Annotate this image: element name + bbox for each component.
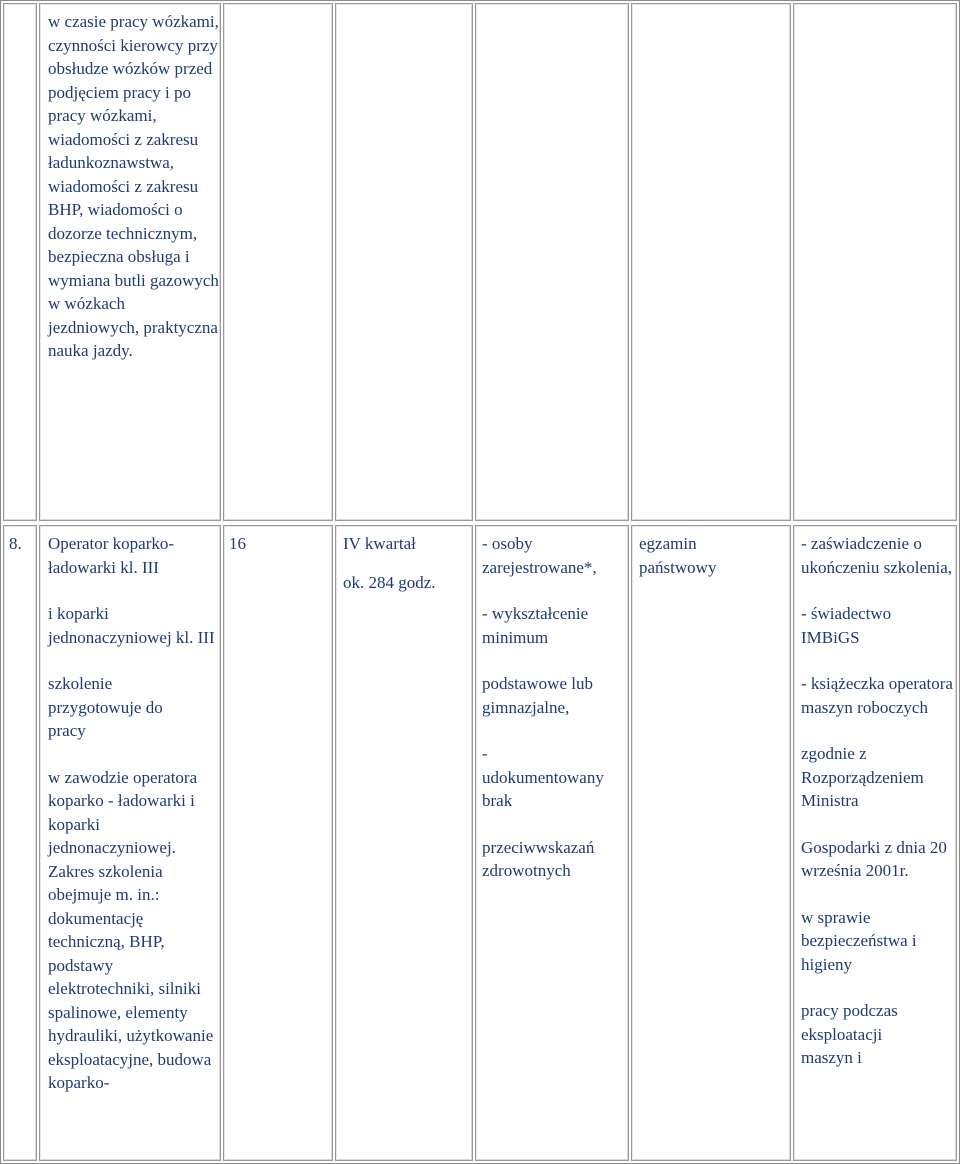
row-prev-cert-cell xyxy=(793,3,957,521)
row-8-requirements-cell xyxy=(475,525,629,1161)
row-8-cert-3: - książeczka operatora maszyn roboczych xyxy=(801,674,953,717)
row-8-req-3: podstawowe lub gimnazjalne, xyxy=(482,674,593,717)
row-8-count-cell xyxy=(223,525,333,1161)
row-8-requirements-block xyxy=(482,532,628,883)
row-8-name-cell xyxy=(39,525,221,1161)
row-8-number-cell xyxy=(3,525,37,1161)
row-8-cert-cell xyxy=(793,525,957,1161)
row-8-cert-6: w sprawie bezpieczeństwa i higieny xyxy=(801,907,917,974)
row-8-cert-4: zgodnie z Rozporządzeniem Ministra xyxy=(801,744,924,810)
row-prev-term-cell xyxy=(335,3,473,521)
row-8-name-block xyxy=(48,532,220,1095)
row-8-cert-1: - zaświadczenie o ukończeniu szkolenia, xyxy=(801,534,953,577)
row-8-name-title: Operator koparko-ładowarki kl. III xyxy=(48,534,175,577)
row-8-term: IV kwartał xyxy=(343,534,416,553)
row-8-name-intro: szkolenie przygotowuje do pracy xyxy=(48,674,163,740)
row-prev-description-cell xyxy=(39,3,221,521)
row-prev-exam-cell xyxy=(631,3,791,521)
row-8-hours: ok. 284 godz. xyxy=(343,572,436,592)
row-prev-number-cell xyxy=(3,3,37,521)
row-8-exam: egzamin państwowy xyxy=(639,534,717,577)
row-8-req-1: - osoby zarejestrowane*, xyxy=(482,534,597,577)
row-8-req-2: - wykształcenie minimum xyxy=(482,604,589,647)
row-8-exam-cell xyxy=(631,525,791,1161)
row-8-cert-5: Gospodarki z dnia 20 września 2001r. xyxy=(801,837,947,880)
row-prev-description: w czasie pracy wózkami, czynności kierowcy przy obsłudze wózków przed podjęciem pracy i po pracy wózkami, wiadomości z zakresu ładunkoznawstwa, wiadomości z zakresu BHP, wiadomości o dozorze technicznym, bezpieczna obsługa i wymiana butli gazowych w wózkach jezdniowych, praktyczna nauka jazdy. xyxy=(48,12,219,360)
row-8-cert-7: pracy podczas eksploatacji maszyn i xyxy=(801,1001,898,1067)
row-8-req-5: przeciwwskazań zdrowotnych xyxy=(482,837,595,880)
row-8-term-cell xyxy=(335,525,473,1161)
row-8-name-body: w zawodzie operatora koparko - ładowarki i koparki jednonaczyniowej. Zakres szkolenia obejmuje m. in.: dokumentację techniczną, BHP, podstawy elektrotechniki, silniki spalinowe, elementy hydrauliki, użytkowanie eksploatacyjne, budowa koparko- xyxy=(48,767,214,1092)
row-8-req-4: - udokumentowany brak xyxy=(482,744,604,810)
row-8-cert-2: - świadectwo IMBiGS xyxy=(801,604,892,647)
row-8-name-sub: i koparki jednonaczyniowej kl. III xyxy=(48,604,215,647)
row-prev-requirements-cell xyxy=(475,3,629,521)
row-prev-count-cell xyxy=(223,3,333,521)
row-8-count: 16 xyxy=(229,534,246,553)
row-8-number: 8. xyxy=(9,534,22,553)
row-8-cert-block xyxy=(801,532,957,1070)
row-8-term-block xyxy=(343,532,471,594)
